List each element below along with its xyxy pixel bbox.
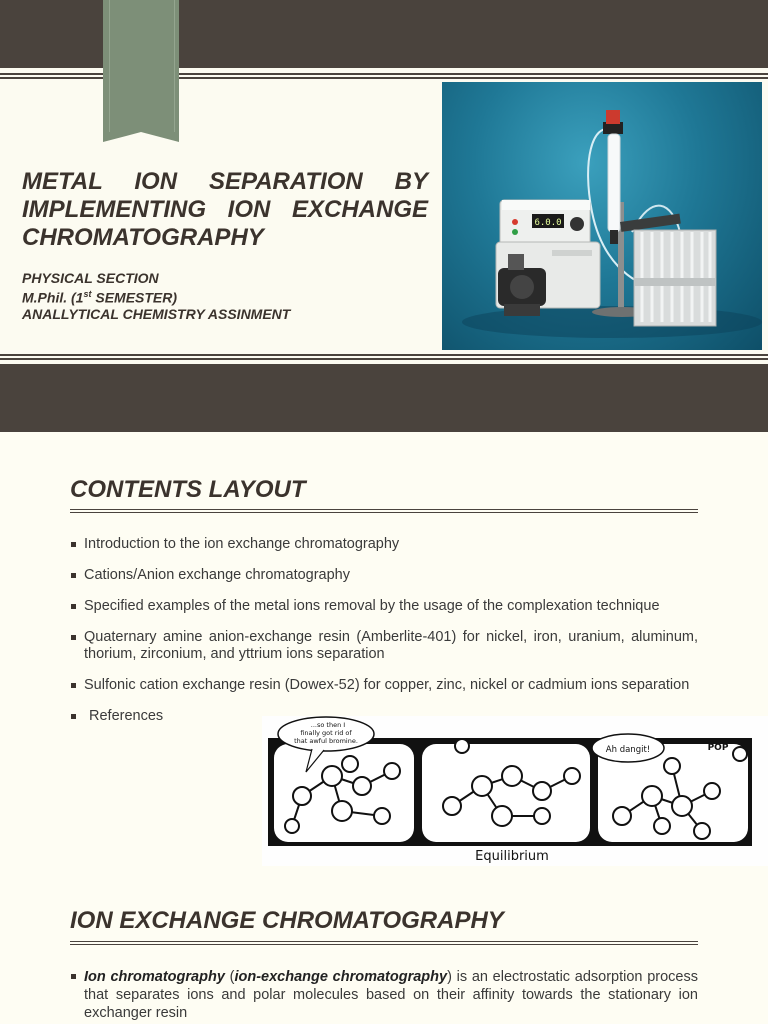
chromatography-instrument-photo	[442, 82, 762, 350]
slide-title: METAL ION SEPARATION BY IMPLEMENTING ION EXCHANGE CHROMATOGRAPHY	[22, 168, 428, 251]
list-item: Introduction to the ion exchange chromatography	[70, 536, 698, 553]
section-label: PHYSICAL SECTION	[22, 270, 159, 286]
degree-label: M.Phil. (1st SEMESTER)	[22, 289, 178, 306]
ion-definition: Ion chromatography (ion-exchange chromatography) is an electrostatic adsorption process that separates ions and polar molecules based on their affinity towards the stationary ion exchanger resin	[70, 968, 698, 1022]
svg-text:that awful bromine.: that awful bromine.	[294, 737, 358, 745]
svg-text:Ah dangit!: Ah dangit!	[605, 745, 651, 755]
list-item: Quaternary amine anion-exchange resin (Amberlite-401) for nickel, iron, uranium, aluminum, thorium, zirconium, and yttrium ions separation	[70, 629, 698, 663]
svg-text:POP: POP	[707, 743, 729, 753]
list-item: Cations/Anion exchange chromatography	[70, 567, 698, 584]
contents-divider	[70, 509, 698, 513]
contents-heading: CONTENTS LAYOUT	[70, 476, 306, 503]
list-item: Specified examples of the metal ions removal by the usage of the complexation technique	[70, 598, 698, 615]
title-slide	[0, 0, 768, 432]
equilibrium-comic	[262, 716, 768, 866]
assignment-label: ANALLYTICAL CHEMISTRY ASSINMENT	[22, 305, 291, 322]
contents-list	[70, 536, 698, 739]
list-item: Sulfonic cation exchange resin (Dowex-52) for copper, zinc, nickel or cadmium ions separation	[70, 677, 698, 694]
bottom-rule-1	[0, 354, 768, 356]
bookmark-ribbon	[103, 0, 179, 142]
bottom-band	[0, 364, 768, 432]
ion-heading: ION EXCHANGE CHROMATOGRAPHY	[70, 907, 504, 934]
slide-subinfo	[22, 270, 290, 322]
svg-text:finally got rid of: finally got rid of	[300, 729, 352, 737]
ion-divider	[70, 941, 698, 945]
svg-text:...so then I: ...so then I	[310, 721, 346, 729]
bottom-rule-2	[0, 358, 768, 360]
list-item: References	[70, 708, 698, 725]
comic-caption: Equilibrium	[475, 849, 549, 864]
instrument-display: 6.0.0	[534, 218, 562, 228]
